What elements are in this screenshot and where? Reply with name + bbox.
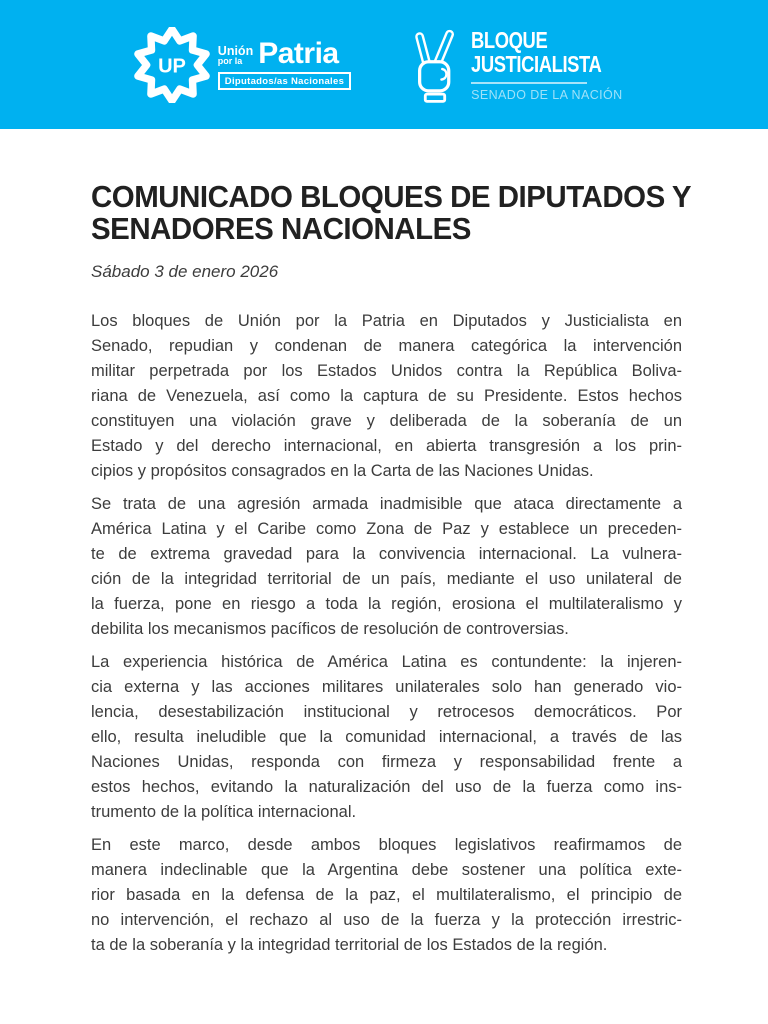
paragraph-line: América Latina y el Caribe como Zona de Paz y establece un preceden- xyxy=(91,520,682,538)
bj-wordmark xyxy=(471,28,634,102)
page-title-line-2: SENADORES NACIONALES xyxy=(91,211,471,246)
bloque-justicialista-logo xyxy=(409,27,634,103)
up-word-por-la: por la xyxy=(217,55,243,66)
paragraph-line: constituyen una violación grave y deliberada de la soberanía de un xyxy=(91,412,682,430)
up-word-union: Unión xyxy=(217,43,254,58)
union-por-la-patria-logo xyxy=(134,27,351,103)
bj-divider xyxy=(471,82,587,84)
paragraph-line: La experiencia histórica de América Latina es contundente: la injeren- xyxy=(91,653,682,671)
paragraph-line: Se trata de una agresión armada inadmisible que ataca directamente a xyxy=(91,495,682,513)
paragraph-list xyxy=(91,309,682,958)
paragraph-line: militar perpetrada por los Estados Unidos contra la República Boliva- xyxy=(91,362,682,380)
paragraph-line: la fuerza, pone en riesgo a toda la región, erosiona el multilateralismo y xyxy=(91,595,682,613)
date-line: Sábado 3 de enero 2026 xyxy=(91,262,279,281)
page-title xyxy=(91,179,692,246)
up-monogram: UP xyxy=(157,54,186,77)
paragraph xyxy=(91,492,682,642)
paragraph-line: cipios y propósitos consagrados en la Carta de las Naciones Unidas. xyxy=(91,462,594,480)
header-band xyxy=(0,0,768,129)
paragraph-line: te de extrema gravedad para la convivencia internacional. La vulnera- xyxy=(91,545,682,563)
paragraph xyxy=(91,833,682,958)
paragraph-line: estos hechos, evitando la naturalización del uso de la fuerza como ins- xyxy=(91,778,682,796)
paragraph-line: ta de la soberanía y la integridad territorial de los Estados de la región. xyxy=(91,936,608,954)
paragraph-line: no intervención, el rechazo al uso de la fuerza y la protección irrestric- xyxy=(91,911,682,929)
paragraph-line: Senado, repudian y condenan de manera categórica la intervención xyxy=(91,337,682,355)
paragraph xyxy=(91,309,682,484)
up-sub-label: Diputados/as Nacionales xyxy=(218,72,351,90)
victory-hand-icon xyxy=(409,27,461,103)
paragraph-line: lencia, desestabilización institucional y retrocesos democráticos. Por xyxy=(91,703,682,721)
up-wordmark xyxy=(217,36,351,90)
paragraph-line: En este marco, desde ambos bloques legislativos reafirmamos de xyxy=(91,836,682,854)
paragraph-line: manera indeclinable que la Argentina debe sostener una política exte- xyxy=(91,861,682,879)
up-word-patria: Patria xyxy=(258,36,339,70)
paragraph-line: ción de la integridad territorial de un país, mediante el uso unilateral de xyxy=(91,570,682,588)
up-sun-icon xyxy=(134,27,210,103)
document-body xyxy=(0,181,768,958)
paragraph-line: Estado y del derecho internacional, en abierta transgresión a los prin- xyxy=(91,437,682,455)
bj-sub-label: SENADO DE LA NACIÓN xyxy=(471,87,623,102)
bj-line-bloque: BLOQUE xyxy=(471,26,548,53)
page-title-line-1: COMUNICADO BLOQUES DE DIPUTADOS Y xyxy=(91,179,692,214)
paragraph-line: Los bloques de Unión por la Patria en Diputados y Justicialista en xyxy=(91,312,682,330)
paragraph-line: debilita los mecanismos pacíficos de resolución de controversias. xyxy=(91,620,569,638)
paragraph-line: trumento de la política internacional. xyxy=(91,803,357,821)
paragraph-line: ello, resulta ineludible que la comunidad internacional, a través de las xyxy=(91,728,682,746)
paragraph xyxy=(91,650,682,825)
bj-line-justicialista: JUSTICIALISTA xyxy=(471,50,602,77)
paragraph-line: riana de Venezuela, así como la captura de su Presidente. Estos hechos xyxy=(91,387,682,405)
paragraph-line: Naciones Unidas, responda con firmeza y responsabilidad frente a xyxy=(91,753,682,771)
paragraph-line: rior basada en la defensa de la paz, el multilateralismo, el principio de xyxy=(91,886,682,904)
paragraph-line: cia externa y las acciones militares unilaterales solo han generado vio- xyxy=(91,678,682,696)
